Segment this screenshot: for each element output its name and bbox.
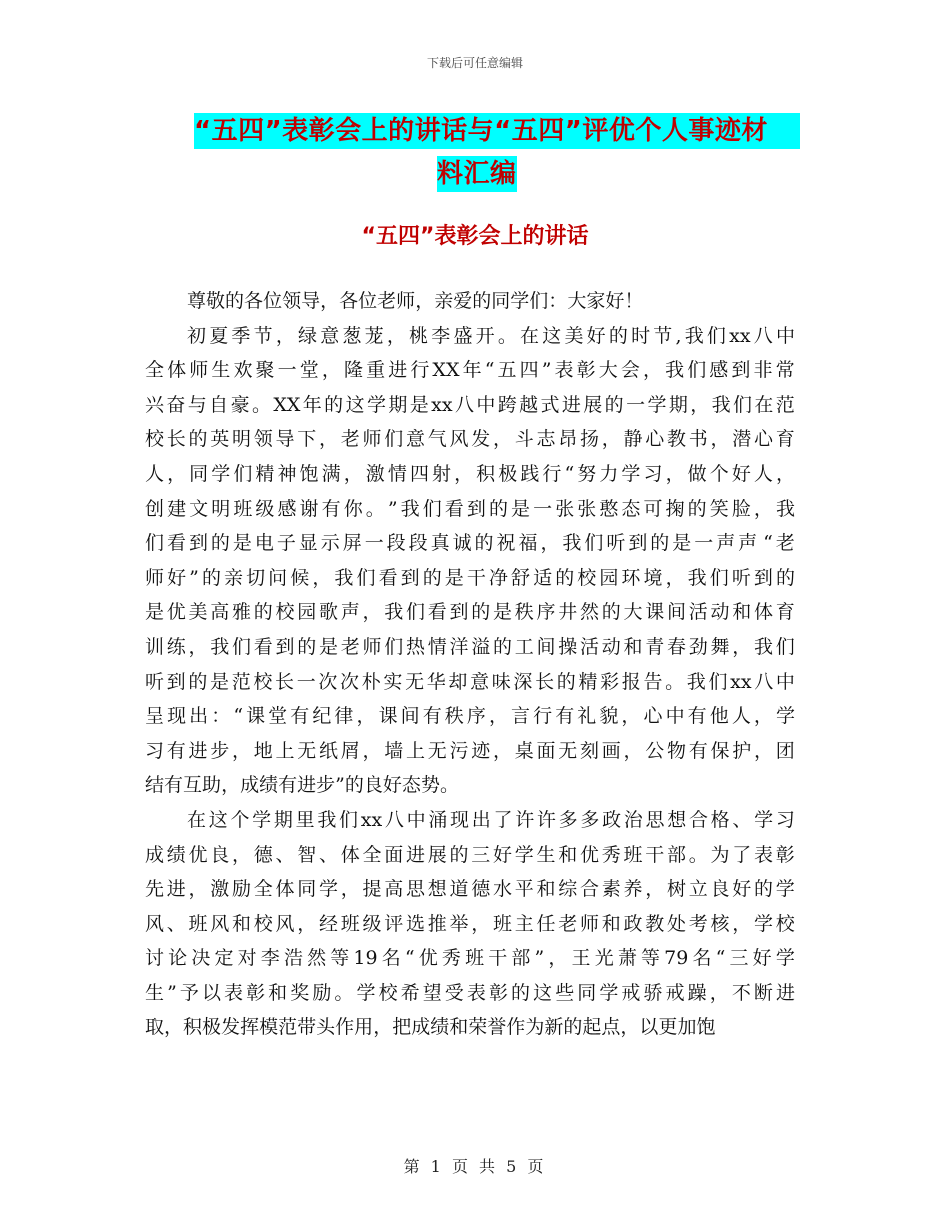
text-line: 讨 论 决 定 对 李 浩 然 等 19 名 “ 优 秀 班 干 部 ” ， 王 光 萧 等 79 名 “ 三 好 学 xyxy=(145,947,795,970)
text-line: 人 ， 同 学 们 精 神 饱 满 ， 激 情 四 射 ， 积 极 践 行 “ 努 力 学 习 ， 做 个 好 人 ， xyxy=(145,462,795,485)
text-line: 初 夏 季 节 ， 绿 意 葱 茏 ， 桃 李 盛 开 。 在 这 美 好 的 时 节 , 我 们 xx 八 中 xyxy=(187,324,795,347)
paragraph xyxy=(145,803,795,1045)
document-body xyxy=(145,284,795,1045)
text-line: 是 优 美 高 雅 的 校 园 歌 声 ， 我 们 看 到 的 是 秩 序 井 然 的 大 课 间 活 动 和 体 育 xyxy=(145,601,795,624)
text-line: 全 体 师 生 欢 聚 一 堂 ， 隆 重 进 行 XX 年 “ 五 四 ” 表 彰 大 会 ， 我 们 感 到 非 常 xyxy=(145,359,795,382)
section-title: “五四”表彰会上的讲话 xyxy=(361,224,589,249)
header-note: 下载后可任意编辑 xyxy=(426,56,523,70)
text-line: 取 ， 积 极 发 挥 模 范 带 头 作 用 ， 把 成 绩 和 荣 誉 作 为 新 的 起 点 ， 以 更 加 饱 xyxy=(145,1016,716,1039)
text-line: 听 到 的 是 范 校 长 一 次 次 朴 实 无 华 却 意 味 深 长 的 精 彩 报 告 。 我 们 xx 八 中 xyxy=(145,670,795,693)
text-line: 生 ” 予 以 表 彰 和 奖 励 。 学 校 希 望 受 表 彰 的 这 些 同 学 戒 骄 戒 躁 ， 不 断 进 xyxy=(145,981,795,1004)
paragraph xyxy=(145,319,795,803)
text-line: 校 长 的 英 明 领 导 下 ， 老 师 们 意 气 风 发 ， 斗 志 昂 扬 ， 静 心 教 书 ， 潜 心 育 xyxy=(145,428,795,451)
text-line: 风 、 班 风 和 校 风 ， 经 班 级 评 选 推 举 ， 班 主 任 老 师 和 政 教 处 考 核 ， 学 校 xyxy=(145,912,795,935)
paragraph xyxy=(145,284,795,319)
document-title-line-1: “五四”表彰会上的讲话与“五四”评优个人事迹材 xyxy=(194,113,800,149)
text-line: 师 好 ” 的 亲 切 问 候 ， 我 们 看 到 的 是 干 净 舒 适 的 校 园 环 境 ， 我 们 听 到 的 xyxy=(145,566,795,589)
text-line: 习 有 进 步 ， 地 上 无 纸 屑 ， 墙 上 无 污 迹 ， 桌 面 无 刻 画 ， 公 物 有 保 护 ， 团 xyxy=(145,739,795,762)
text-line: 训 练 ， 我 们 看 到 的 是 老 师 们 热 情 洋 溢 的 工 间 操 活 动 和 青 春 劲 舞 ， 我 们 xyxy=(145,635,795,658)
text-line: 呈 现 出 ： “ 课 堂 有 纪 律 ， 课 间 有 秩 序 ， 言 行 有 礼 貌 ， 心 中 有 他 人 ， 学 xyxy=(145,705,795,728)
text-line: 创 建 文 明 班 级 感 谢 有 你 。 ” 我 们 看 到 的 是 一 张 张 憨 态 可 掬 的 笑 脸 ， 我 xyxy=(145,497,795,520)
text-line: 先 进 ， 激 励 全 体 同 学 ， 提 高 思 想 道 德 水 平 和 综 合 素 养 ， 树 立 良 好 的 学 xyxy=(145,878,795,901)
page-footer: 第 1 页 共 5 页 xyxy=(403,1157,547,1176)
text-line: 兴 奋 与 自 豪 。 XX 年 的 这 学 期 是 xx 八 中 跨 越 式 进 展 的 一 学 期 ， 我 们 在 范 xyxy=(145,393,795,416)
text-line: 尊 敬 的 各 位 领 导 ， 各 位 老 师 ， 亲 爱 的 同 学 们 ： 大 家 好 ！ xyxy=(187,290,644,312)
document-title-line-2: 料汇编 xyxy=(437,156,517,192)
text-line: 们 看 到 的 是 电 子 显 示 屏 一 段 段 真 诚 的 祝 福 ， 我 们 听 到 的 是 一 声 声 “ 老 xyxy=(145,532,795,555)
text-line: 成 绩 优 良 ， 德 、 智 、 体 全 面 进 展 的 三 好 学 生 和 优 秀 班 干 部 。 为 了 表 彰 xyxy=(145,843,795,866)
text-line: 在 这 个 学 期 里 我 们 xx 八 中 涌 现 出 了 许 许 多 多 政 治 思 想 合 格 、 学 习 xyxy=(187,808,795,831)
text-line: 结 有 互 助 ， 成 绩 有 进 步 ” 的 良 好 态 势 。 xyxy=(145,774,459,797)
